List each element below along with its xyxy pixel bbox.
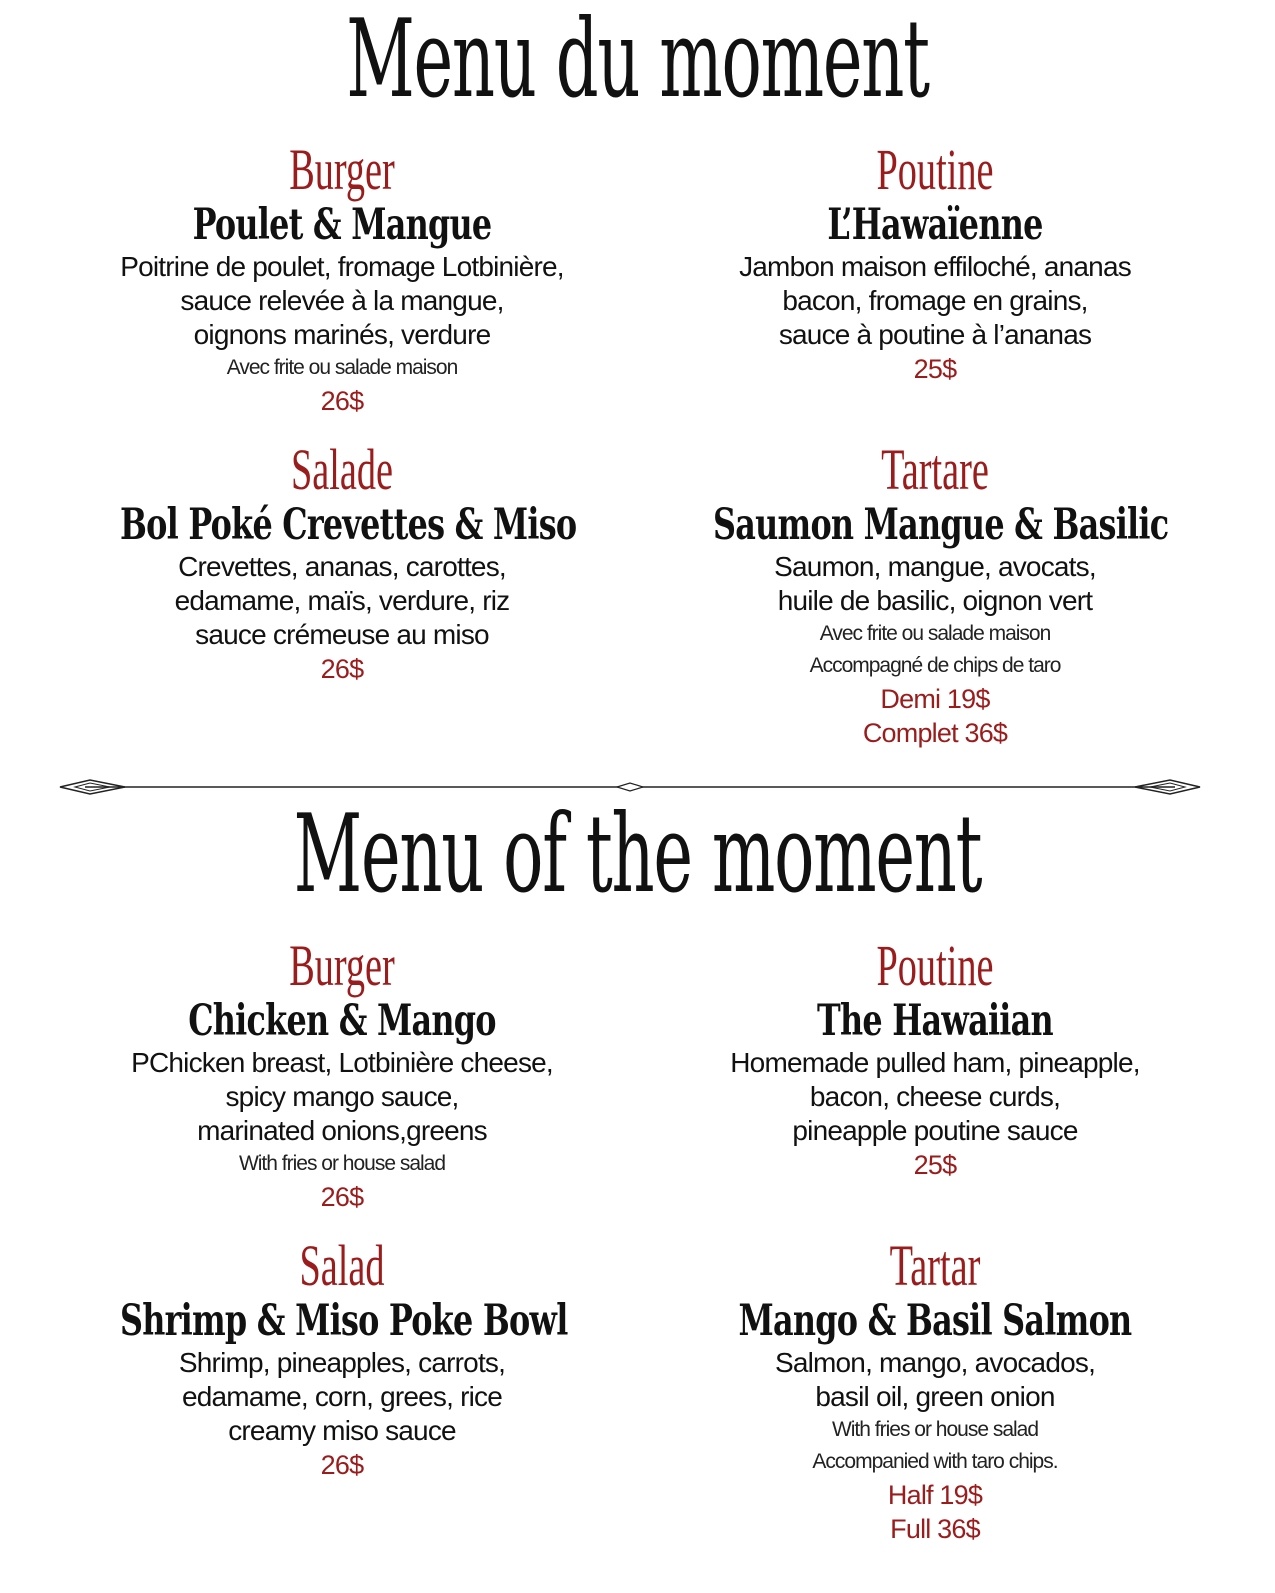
item-price: 26$	[320, 1182, 364, 1212]
item-note: With fries or house salad	[831, 1418, 1039, 1441]
item-price: Demi 19$	[880, 684, 990, 714]
item-description-line: huile de basilic, oignon vert	[777, 585, 1093, 616]
item-category: Burger	[289, 137, 395, 202]
item-description-line: basil oil, green onion	[815, 1381, 1055, 1412]
item-category: Poutine	[876, 933, 994, 998]
item-price: 25$	[913, 1150, 957, 1180]
item-note: Avec frite ou salade maison	[226, 356, 458, 379]
menu-title-french: Menu du moment	[346, 0, 929, 122]
item-price: Half 19$	[887, 1480, 983, 1510]
item-name: Mango & Basil Salmon	[738, 1296, 1132, 1346]
menu-item	[635, 437, 1235, 750]
item-description-line: Poitrine de poulet, fromage Lotbinière,	[120, 251, 564, 282]
item-description-line: sauce crémeuse au miso	[195, 619, 489, 650]
menu-item	[635, 1233, 1235, 1546]
item-name: The Hawaiian	[817, 996, 1053, 1046]
item-name: Chicken & Mango	[188, 996, 496, 1046]
item-category: Salade	[290, 437, 394, 502]
item-name: Shrimp & Miso Poke Bowl	[120, 1296, 568, 1346]
menu-item	[42, 933, 642, 1214]
item-note: Accompanied with taro chips.	[812, 1450, 1058, 1473]
menu-title-english: Menu of the moment	[293, 792, 982, 917]
item-category: Poutine	[876, 137, 994, 202]
item-description-line: Salmon, mango, avocados,	[774, 1347, 1096, 1378]
menu-item	[42, 137, 642, 418]
menu-item	[635, 137, 1235, 386]
item-description-line: oignons marinés, verdure	[193, 319, 491, 350]
item-category: Tartare	[881, 437, 989, 502]
item-description-line: PChicken breast, Lotbinière cheese,	[131, 1047, 553, 1078]
item-name: Saumon Mangue & Basilic	[713, 500, 1169, 550]
item-category: Salad	[299, 1233, 385, 1298]
item-description-line: Crevettes, ananas, carottes,	[178, 551, 506, 582]
item-description-line: pineapple poutine sauce	[792, 1115, 1078, 1146]
item-name: L’Hawaïenne	[827, 200, 1043, 250]
menu-item	[42, 1233, 642, 1482]
item-note: With fries or house salad	[238, 1152, 446, 1175]
item-name: Poulet & Mangue	[192, 200, 492, 250]
item-description-line: Homemade pulled ham, pineapple,	[730, 1047, 1140, 1078]
menu-item	[635, 933, 1235, 1182]
item-description-line: Saumon, mangue, avocats,	[774, 551, 1096, 582]
item-price: Full 36$	[890, 1514, 980, 1544]
item-description-line: Shrimp, pineapples, carrots,	[178, 1347, 506, 1378]
item-description-line: bacon, fromage en grains,	[782, 285, 1088, 316]
item-note: Avec frite ou salade maison	[819, 622, 1051, 645]
item-price: 26$	[320, 654, 364, 684]
item-description-line: sauce à poutine à l’ananas	[778, 319, 1092, 350]
item-price: Complet 36$	[862, 718, 1008, 748]
item-description-line: marinated onions,greens	[197, 1115, 487, 1146]
item-description-line: bacon, cheese curds,	[809, 1081, 1061, 1112]
item-price: 26$	[320, 1450, 364, 1480]
item-description-line: sauce relevée à la mangue,	[180, 285, 504, 316]
item-description-line: edamame, corn, grees, rice	[181, 1381, 502, 1412]
item-category: Burger	[289, 933, 395, 998]
item-price: 25$	[913, 354, 957, 384]
item-description-line: Jambon maison effiloché, ananas	[739, 251, 1131, 282]
item-price: 26$	[320, 386, 364, 416]
item-description-line: edamame, maïs, verdure, riz	[174, 585, 510, 616]
item-name: Bol Poké Crevettes & Miso	[120, 500, 577, 550]
menu-item	[42, 437, 642, 686]
item-note: Accompagné de chips de taro	[809, 654, 1061, 677]
item-description-line: creamy miso sauce	[228, 1415, 456, 1446]
item-category: Tartar	[889, 1233, 981, 1298]
item-description-line: spicy mango sauce,	[225, 1081, 459, 1112]
